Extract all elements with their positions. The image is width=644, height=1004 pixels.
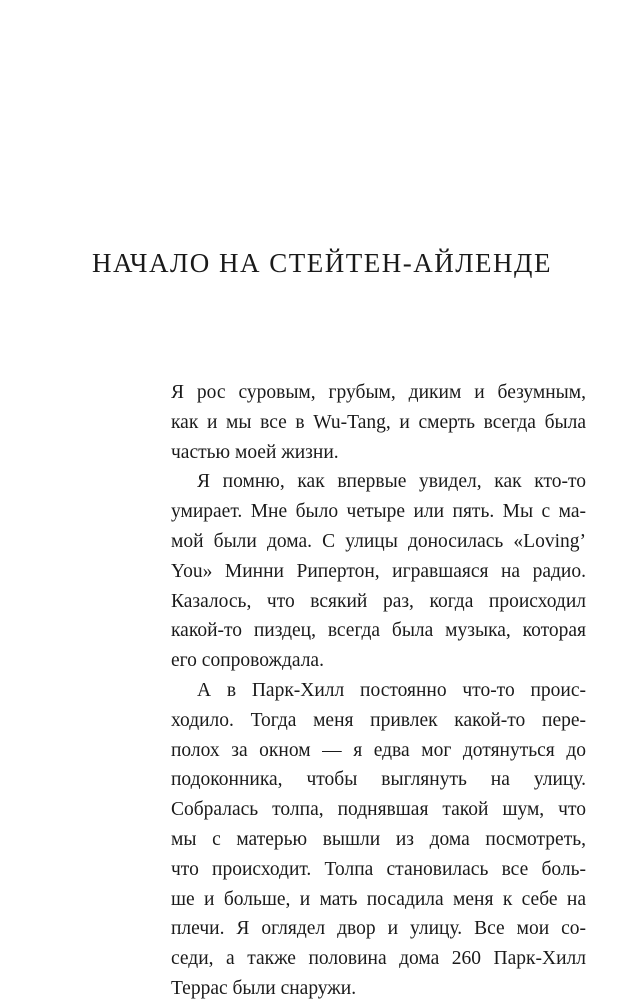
chapter-title: НАЧАЛО НА СТЕЙТЕН-АЙЛЕНДЕ	[92, 248, 552, 278]
text-line: Казалось, что всякий раз, когда происходил	[171, 590, 586, 612]
text-line: седи, а также половина дома 260 Парк-Хилл	[171, 948, 586, 970]
text-line: что происходит. Толпа становилась все боль-	[171, 858, 586, 880]
text-line: как и мы все в Wu-Tang, и смерть всегда была	[171, 411, 586, 433]
text-line: мы с матерью вышли из дома посмотреть,	[171, 828, 586, 850]
paragraph	[171, 676, 586, 1004]
text-line: Я помню, как впервые увидел, как кто-то	[197, 471, 586, 493]
paragraph	[171, 467, 586, 676]
text-line: подоконника, чтобы выглянуть на улицу.	[171, 769, 586, 791]
text-line: полох за окном — я едва мог дотянуться до	[171, 739, 586, 761]
text-line: его сопровождала.	[171, 650, 324, 672]
paragraph	[171, 378, 586, 467]
text-line: плечи. Я оглядел двор и улицу. Все мои со-	[171, 918, 586, 940]
text-line: ходило. Тогда меня привлек какой-то пере-	[171, 709, 586, 731]
text-line: А в Парк-Хилл постоянно что-то проис-	[197, 679, 586, 701]
text-line: частью моей жизни.	[171, 441, 339, 463]
text-line: какой-то пиздец, всегда была музыка, которая	[171, 620, 586, 642]
text-line: Террас были снаружи.	[171, 977, 357, 999]
text-line: ше и больше, и мать посадила меня к себе на	[171, 888, 586, 910]
body-text	[171, 378, 586, 1004]
text-line: You» Минни Рипертон, игравшаяся на радио.	[171, 560, 586, 582]
text-line: умирает. Мне было четыре или пять. Мы с ма-	[171, 501, 586, 523]
text-line: Собралась толпа, поднявшая такой шум, что	[171, 799, 586, 821]
text-line: Я рос суровым, грубым, диким и безумным,	[171, 382, 586, 403]
text-line: мой были дома. С улицы доносилась «Loving’	[171, 530, 586, 552]
